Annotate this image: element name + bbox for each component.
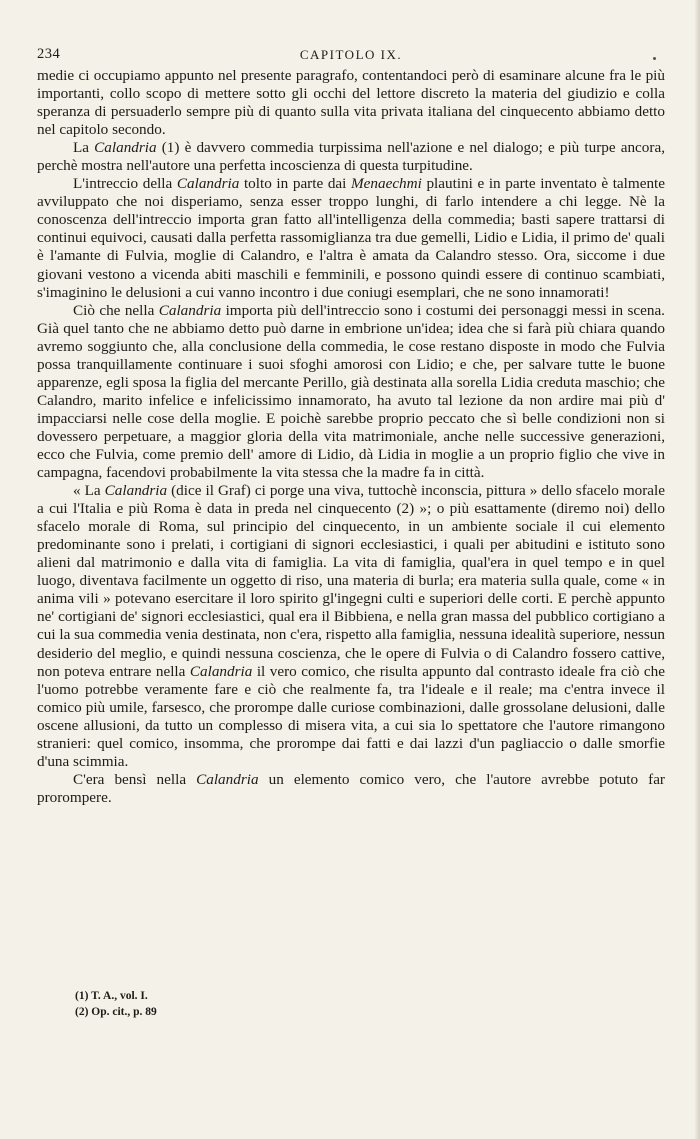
page-number: 234 (37, 46, 61, 62)
chapter-title: CAPITOLO IX. (299, 47, 403, 62)
running-head (37, 46, 665, 66)
page-edge-shadow (694, 0, 700, 1139)
paragraph: « La Calandria (dice il Graf) ci porge una viva, tuttochè inconscia, pittura » dello sfacelo morale a cui l'Italia e più Roma è data in preda nel cinquecento (2) »; o più esattamente (diremo noi) dello sfacelo morale di Roma, sul principio del cinquecento, in un ambiente sociale il cui elemento predominante sono i prelati, i cortigiani di signori ecclesiastici, i quali per abitudini e istituto sono alieni dal matrimonio e dalla vita di famiglia. La vita di famiglia, qual'era in quel tempo e in quel luogo, diventava facilmente un oggetto di riso, una materia di burla; era materia sulla quale, come « in anima vili » potevano esercitare il loro spirito gl'ingegni culti e superiori delle corti. E perchè appunto ne' cortigiani de' signori ecclesiastici, qual era il Bibbiena, e nella gran massa del pubblico cortigiano a cui la sua commedia venia destinata, non c'era, rispetto alla famiglia, nessuna idealità superiore, nessun desiderio del meglio, e quindi nessuna coscienza, che le opere di Fulvia o di Calandro fossero cattive, non poteva entrare nella Calandria il vero comico, che risulta appunto dal contrasto ideale fra ciò che l'uomo potrebbe veramente fare e ciò che realmente fa, tra l'ideale e il reale; ma c'entra invece il comico più umile, farsesco, che prorompe dalle curiose combinazioni, dalle grossolane delusioni, dalle oscene allusioni, da tutto un complesso di misera vita, a cui sia lo spettatore che l'autore rimangono stranieri: quel comico, insomma, che prorompe dai fatti e dai lazzi d'un pagliaccio o dalle smorfie d'una scimmia. (37, 482, 665, 770)
body-text (37, 67, 665, 807)
paragraph: L'intreccio della Calandria tolto in parte dai Menaechmi plautini e in parte inventato è talmente avviluppato che noi disperiamo, senza esser troppo lunghi, di farlo intendere a chi legge. Nè la conoscenza dell'intreccio importa gran fatto all'intelligenza della commedia; basti sapere trattarsi di continui equivoci, causati dalla perfetta rassomiglianza tra due gemelli, Lidio e Lidia, il primo de' quali è l'amante di Fulvia, moglie di Calandro, e l'altra è amata da Calandro stesso. Ora, siccome i due giovani vestono a vicenda abiti maschili e femminili, e possono quindi essere di continuo scambiati, s'imaginino le delusioni a cui vanno incontro i due coniugi esemplari, che ne sono innamorati! (37, 175, 666, 301)
paragraph: La Calandria (1) è davvero commedia turpissima nell'azione e nel dialogo; e più turpe ancora, perchè mostra nell'autore una perfetta incoscienza di questa turpitudine. (37, 139, 665, 175)
footnote-2: (2) Op. cit., p. 89 (75, 1006, 157, 1018)
paragraph: medie ci occupiamo appunto nel presente paragrafo, contentandoci però di esaminare alcune fra le più importanti, collo scopo di mettere sotto gli occhi del lettore discreto la materia del giudizio e colla speranza di persuaderlo sempre più di quanto sulla vita privata italiana del cinquecento abbiamo detto nel capitolo secondo. (37, 67, 665, 139)
print-speck (653, 57, 656, 60)
paragraph: C'era bensì nella Calandria un elemento comico vero, che l'autore avrebbe potuto far prorompere. (37, 770, 665, 806)
footnotes (75, 988, 375, 1020)
footnote-1: (1) T. A., vol. I. (75, 990, 148, 1002)
paragraph: Ciò che nella Calandria importa più dell'intreccio sono i costumi dei personaggi messi in scena. Già quel tanto che ne abbiamo detto può darne in embrione un'idea; idea che si farà più chiara quando avremo soggiunto che, alla conclusione della commedia, le cose restano disposte in modo che Fulvia possa tranquillamente continuare i suoi sfoghi amorosi con Lidio; e che, per salvare tutte le buone apparenze, egli sposa la figlia del mercante Perillo, già destinata alla sorella Lidia creduta maschio; che Calandro, marito infelice e infelicissimo innamorato, ha avuto tal lezione da non ardire mai più d' impacciarsi nelle cose della moglie. E poichè sarebbe proprio peccato che sì belle condizioni non si dovessero perpetuare, a maggior gloria della vita matrimoniale, anche nelle successive generazioni, ecco che Fulvia, come premio dell' amore di Lidio, dà Lidia in moglie a un proprio figlio che vive in campagna, facendovi probabilmente la vita stessa che la madre fa in città. (37, 301, 665, 482)
